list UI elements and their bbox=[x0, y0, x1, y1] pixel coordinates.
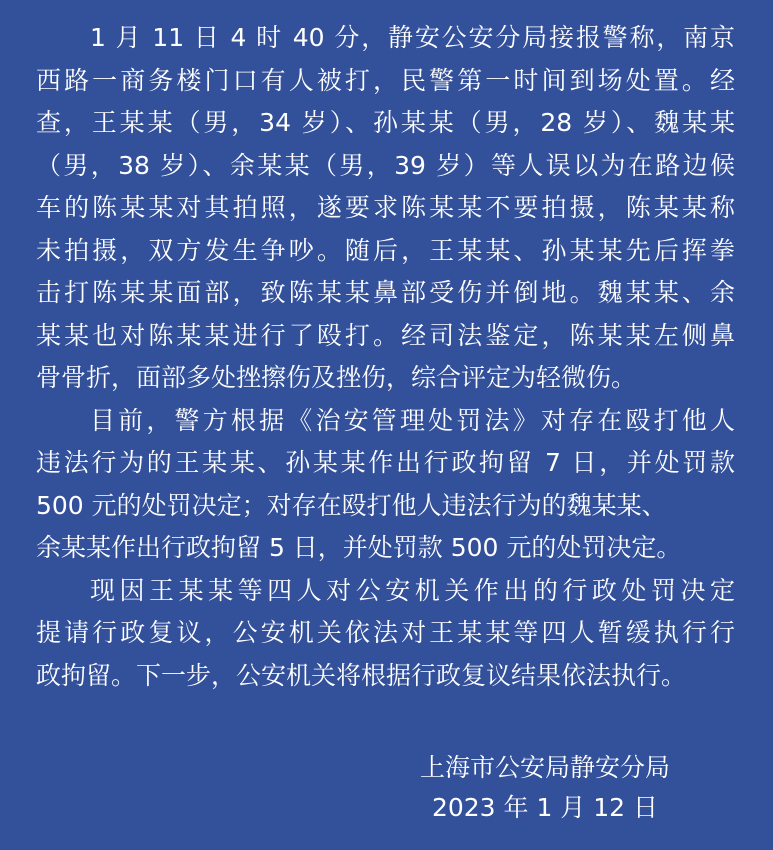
paragraph-review bbox=[36, 570, 735, 698]
text-line: 车的陈某某对其拍照，遂要求陈某某不要拍摄，陈某某称 bbox=[36, 193, 735, 222]
text-line: 政拘留。下一步，公安机关将根据行政复议结果依法执行。 bbox=[36, 660, 687, 690]
text-line: 1 月 11 日 4 时 40 分，静安公安分局接报警称，南京 bbox=[90, 23, 735, 52]
text-line: 某某也对陈某某进行了殴打。经司法鉴定，陈某某左侧鼻 bbox=[36, 320, 735, 350]
signature-date: 2023 年 1 月 12 日 bbox=[431, 793, 659, 822]
text-line: 西路一商务楼门口有人被打，民警第一时间到场处置。经 bbox=[36, 65, 735, 95]
text-line: 余某某作出行政拘留 5 日，并处罚款 500 元的处罚决定。 bbox=[36, 533, 682, 562]
text-line: 骨骨折，面部多处挫擦伤及挫伤，综合评定为轻微伤。 bbox=[36, 363, 637, 392]
text-line: 目前，警方根据《治安管理处罚法》对存在殴打他人 bbox=[90, 405, 735, 435]
paragraph-penalty bbox=[36, 400, 735, 570]
text-line: 违法行为的王某某、孙某某作出行政拘留 7 日，并处罚款 bbox=[36, 448, 735, 477]
text-line: 现因王某某等四人对公安机关作出的行政处罚决定 bbox=[90, 575, 735, 605]
text-line: （男，38 岁）、余某某（男，39 岁）等人误以为在路边候 bbox=[36, 150, 735, 180]
text-line: 未拍摄，双方发生争吵。随后，王某某、孙某某先后挥拳 bbox=[36, 235, 735, 265]
text-line: 查，王某某（男，34 岁）、孙某某（男，28 岁）、魏某某 bbox=[36, 108, 735, 137]
notice-body bbox=[36, 17, 735, 697]
signature-organization: 上海市公安局静安分局 bbox=[419, 753, 670, 782]
paragraph-incident bbox=[36, 17, 735, 400]
text-line: 500 元的处罚决定；对存在殴打他人违法行为的魏某某、 bbox=[36, 490, 667, 520]
text-line: 击打陈某某面部，致陈某某鼻部受伤并倒地。魏某某、余 bbox=[36, 278, 735, 307]
text-line: 提请行政复议，公安机关依法对王某某等四人暂缓执行行 bbox=[36, 618, 735, 647]
